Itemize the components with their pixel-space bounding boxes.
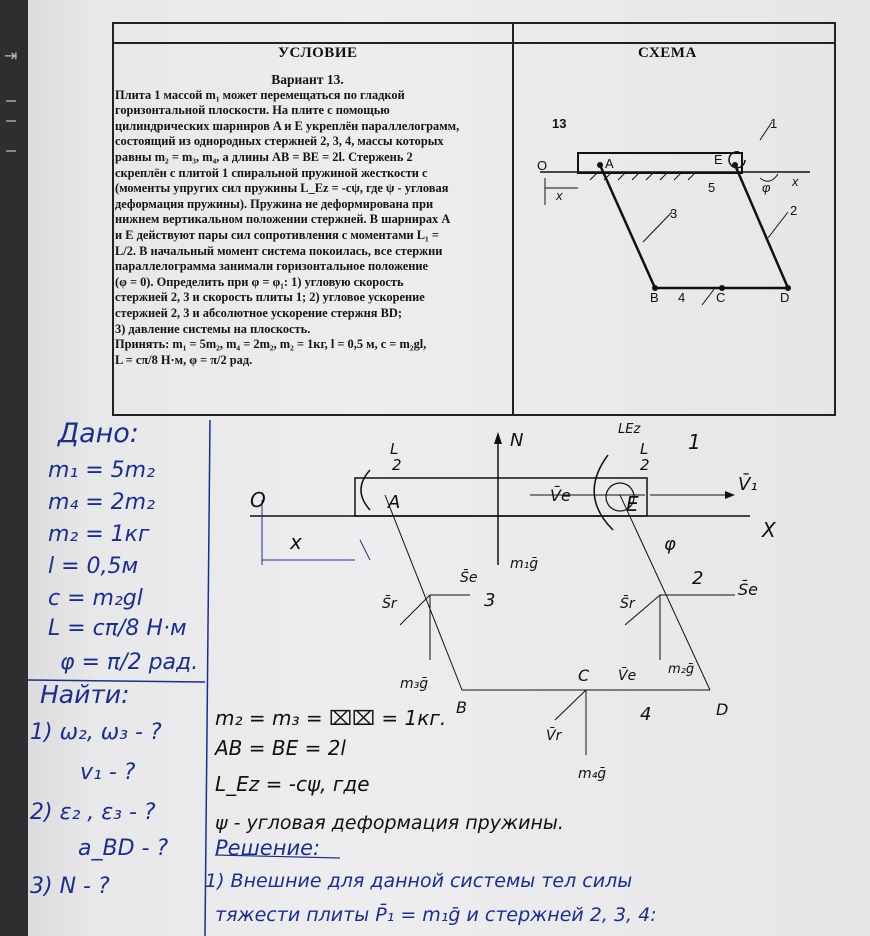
drawing-label-l2-left-num: L [390, 440, 399, 458]
scheme-label-D: D [780, 290, 790, 305]
condition-line: стержней 2, 3 и скорость плиты 1; 2) угловое ускорение [115, 290, 425, 305]
find-line: 2) ε₂ , ε₃ - ? [30, 800, 156, 825]
scheme-label-1: 1 [770, 116, 778, 131]
drawing-label-o: O [250, 488, 266, 512]
moment-left-icon [361, 470, 370, 510]
scheme-label-phi: φ [762, 180, 771, 195]
scheme-label-4: 4 [678, 290, 686, 305]
solution-heading: Решение: [215, 836, 321, 860]
condition-line: 3) давление системы на плоскость. [115, 321, 311, 336]
drawing-label-m1g: m₁ḡ [510, 556, 539, 572]
given-line: l = 0,5м [48, 554, 139, 579]
drawing-label-se-right: S̄e [738, 580, 758, 599]
drawing-label-one: 1 [688, 430, 701, 454]
drawing-label-ve: V̄e [550, 486, 571, 505]
solution-line-1: 1) Внешние для данной системы тел силы [205, 870, 633, 892]
scheme-label-3: 3 [670, 206, 678, 221]
find-line: 3) N - ? [30, 874, 110, 899]
drawing-label-se-left: S̄e [460, 570, 478, 586]
drawn-rod-2 [620, 495, 710, 690]
eq-psi-definition: ψ - угловая деформация пружины. [215, 812, 564, 834]
drawing-label-two: 2 [692, 568, 704, 589]
scheme-header: СХЕМА [638, 45, 697, 61]
drawing-label-sr-right: S̄r [620, 596, 635, 612]
condition-line: равны m₂ = m₃, m₄, а длины AB = BE = 2l. Стержень 2 [115, 149, 413, 164]
vr-vector [555, 690, 586, 720]
drawing-label-l2-right-num: L [640, 440, 649, 458]
given-line: m₂ = 1кг [48, 522, 150, 547]
condition-line: деформация пружины). Пружина не деформирована при [115, 196, 434, 211]
eq-lengths: AB = BE = 2l [215, 736, 346, 760]
drawing-label-a: A [388, 492, 401, 513]
find-line: a_BD - ? [78, 836, 169, 861]
condition-line: параллелограмма занимали горизонтальное положение [115, 259, 429, 274]
scheme-label-2: 2 [790, 203, 798, 218]
condition-line: Принять: m₁ = 5m₂, m₄ = 2m₂, m₂ = 1кг, l = 0,5 м, c = m₂gl, [115, 337, 427, 352]
given-line: L = cπ/8 Н·м [48, 616, 187, 641]
scheme-label-O: O [537, 158, 548, 173]
drawing-label-m3g: m₃ḡ [400, 676, 429, 692]
given-line: m₁ = 5m₂ [48, 458, 155, 483]
drawing-label-n: N [510, 430, 524, 451]
variant-title: Вариант 13. [271, 72, 344, 87]
sr-left-vector [400, 595, 430, 625]
drawing-label-l2-right-den: 2 [640, 456, 650, 474]
eq-masses: m₂ = m₃ = ⌧⌧ = 1кг. [215, 706, 447, 730]
drawing-label-vr: V̄r [546, 728, 562, 744]
drawing-label-v1: V̄₁ [738, 474, 758, 495]
drawing-label-l2-left-den: 2 [392, 456, 402, 474]
given-line: c = m₂gl [48, 586, 143, 611]
scheme-label-axis-x: x [792, 174, 799, 189]
scheme-number: 13 [552, 116, 567, 131]
given-line: m₄ = 2m₂ [48, 490, 155, 515]
condition-line: и E действуют пары сил сопротивления с моментами L₁ = [115, 227, 439, 242]
drawn-rod-3 [385, 495, 462, 690]
arrow-icon: ⇥ [4, 46, 18, 65]
condition-line: цилиндрических шарниров A и E укреплён параллелограмм, [115, 118, 460, 133]
vertical-rule [205, 420, 210, 936]
drawing-label-b: B [456, 698, 467, 717]
drawing-label-phi: φ [664, 534, 676, 555]
condition-line: (моменты упругих сил пружины L_Ez = -cψ, где ψ - угловая [115, 181, 449, 196]
scheme-label-A: A [605, 156, 614, 171]
drawing-label-x: x [290, 530, 302, 554]
find-line: v₁ - ? [80, 760, 136, 785]
drawing-label-four: 4 [640, 704, 652, 725]
given-line: φ = π/2 рад. [60, 650, 199, 675]
find-title: Найти: [40, 680, 130, 709]
condition-line: горизонтальной плоскости. На плите с помощью [115, 103, 390, 118]
condition-line: состоящий из однородных стержней 2, 3, 4, массы которых [115, 134, 444, 149]
scheme-label-x: x [556, 188, 563, 203]
drawing-label-ve-c: V̄e [618, 668, 637, 684]
drawing-label-e: E [626, 492, 639, 516]
eq-spring-moment: L_Ez = -cψ, где [215, 772, 370, 796]
scheme-label-5: 5 [708, 180, 716, 195]
condition-line: Плита 1 массой m₁ может перемещаться по гладкой [115, 87, 405, 102]
x-dim-arrow [360, 540, 370, 560]
scheme-label-B: B [650, 290, 659, 305]
moment-right-icon [594, 455, 613, 530]
drawing-label-lez: LEz [618, 422, 641, 437]
condition-line: L/2. В начальный момент система покоилась, все стержни [115, 243, 443, 258]
scheme-label-C: C [716, 290, 726, 305]
condition-header: УСЛОВИЕ [278, 45, 358, 61]
condition-line: стержней 2, 3 и абсолютное ускорение стержня BD; [115, 305, 402, 320]
drawing-label-d: D [716, 700, 729, 719]
arrow-icon [725, 491, 735, 499]
scheme-label-E: E [714, 152, 723, 167]
drawing-label-m2g: m₂ḡ [668, 662, 695, 677]
condition-line: (φ = 0). Определить при φ = φ₁: 1) угловую скорость [115, 274, 404, 289]
arrow-icon [494, 432, 502, 444]
condition-line: нижнем вертикальном положении стержней. В шарнирах A [115, 212, 451, 227]
find-line: 1) ω₂, ω₃ - ? [30, 720, 162, 745]
solution-line-2: тяжести плиты P̄₁ = m₁ḡ и стержней 2, 3, 4: [215, 904, 657, 926]
drawing-label-x: X [762, 518, 776, 542]
condition-line: L = cπ/8 Н·м, φ = π/2 рад. [115, 352, 253, 367]
drawing-label-sr-left: S̄r [382, 596, 397, 612]
drawing-label-three: 3 [484, 590, 496, 611]
drawing-label-c: C [578, 666, 590, 685]
given-title: Дано: [58, 418, 139, 449]
drawing-label-m4g: m₄ḡ [578, 766, 607, 782]
condition-line: скреплён с плитой 1 спиральной пружиной жесткости c [115, 165, 428, 180]
